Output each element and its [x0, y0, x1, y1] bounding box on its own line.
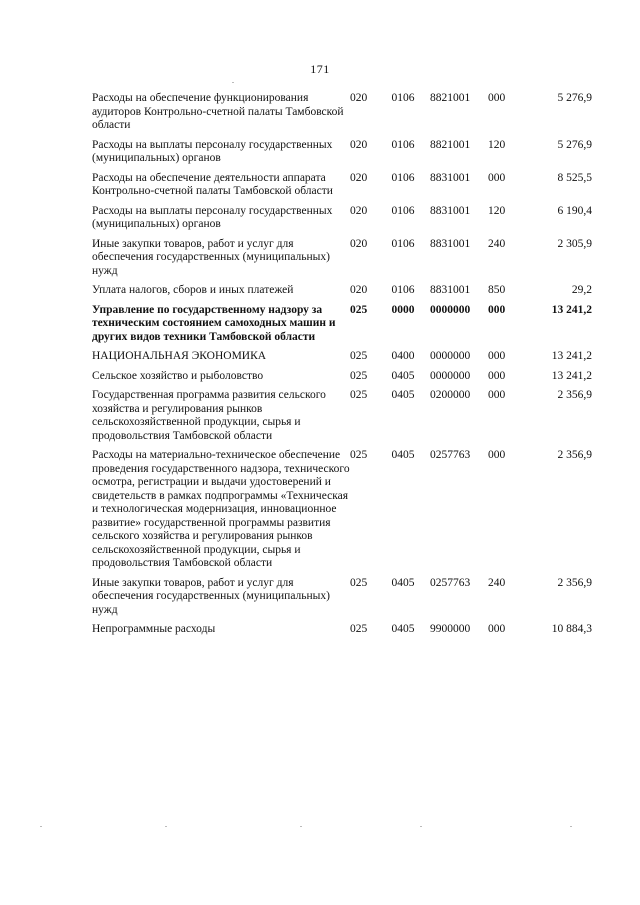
- row-name: Сельское хозяйство и рыболовство: [92, 369, 264, 382]
- row-sum: 8 525,5: [557, 171, 592, 184]
- budget-table: [92, 92, 592, 643]
- row-subsection-code: 06: [403, 204, 415, 217]
- row-target-item-code: 8831001: [430, 204, 471, 217]
- table-row: [92, 92, 592, 139]
- row-sum: 2 356,9: [557, 389, 592, 401]
- row-subsection-code: 05: [403, 369, 415, 382]
- row-sum: 13 241,2: [551, 369, 592, 382]
- row-sum: 13 241,2: [551, 350, 592, 362]
- row-subsection-code: 06: [403, 138, 415, 151]
- row-ved-code: 020: [350, 138, 368, 151]
- row-name: Управление по государственному надзору за техническим состоянием самоходных машин и других видов техники Тамбовской области: [92, 303, 336, 343]
- row-subsection-code: 05: [403, 449, 415, 461]
- row-subsection-code: 05: [403, 623, 415, 635]
- row-target-item-code: 0000000: [430, 350, 471, 362]
- row-ved-code: 025: [350, 576, 368, 589]
- table-row: [92, 205, 592, 238]
- row-target-item-code: 8831001: [430, 171, 471, 184]
- scan-speck: [232, 82, 234, 83]
- row-section-code: 04: [391, 350, 403, 362]
- row-sum: 13 241,2: [551, 303, 592, 316]
- row-sum: 2 356,9: [557, 576, 592, 589]
- row-name: Уплата налогов, сборов и иных платежей: [92, 284, 294, 296]
- table-row: [92, 238, 592, 285]
- row-sum: 2 356,9: [557, 449, 592, 461]
- row-expense-type-code: 000: [488, 171, 506, 184]
- row-expense-type-code: 000: [488, 369, 506, 382]
- row-ved-code: 020: [350, 284, 368, 296]
- table-row: [92, 172, 592, 205]
- scan-speck: [300, 826, 302, 827]
- row-section-code: 00: [391, 303, 403, 316]
- row-subsection-code: 06: [403, 237, 415, 250]
- page-number: 171: [310, 62, 330, 76]
- row-subsection-code: 00: [403, 350, 415, 362]
- row-ved-code: 025: [350, 350, 368, 362]
- row-subsection-code: 05: [403, 576, 415, 589]
- row-expense-type-code: 240: [488, 237, 506, 250]
- table-row: [92, 623, 592, 643]
- row-subsection-code: 05: [403, 389, 415, 401]
- row-section-code: 01: [391, 237, 403, 250]
- row-name: Расходы на обеспечение функционирования аудиторов Контрольно-счетной палаты Тамбовской области: [92, 92, 344, 131]
- row-section-code: 01: [391, 138, 403, 151]
- row-expense-type-code: 850: [488, 284, 506, 296]
- row-section-code: 01: [391, 284, 403, 296]
- row-section-code: 04: [391, 389, 403, 401]
- table-row: [92, 577, 592, 624]
- row-target-item-code: 0200000: [430, 389, 471, 401]
- table-row: [92, 350, 592, 370]
- row-section-code: 04: [391, 369, 403, 382]
- row-section-code: 04: [391, 623, 403, 635]
- row-sum: 5 276,9: [557, 138, 592, 151]
- row-ved-code: 020: [350, 171, 368, 184]
- row-ved-code: 025: [350, 303, 368, 316]
- row-name: Непрограммные расходы: [92, 623, 216, 635]
- row-section-code: 01: [391, 92, 403, 104]
- row-target-item-code: 8821001: [430, 92, 471, 104]
- row-expense-type-code: 000: [488, 449, 506, 461]
- row-ved-code: 025: [350, 389, 368, 401]
- row-expense-type-code: 000: [488, 623, 506, 635]
- scan-speck: [165, 826, 167, 827]
- row-ved-code: 025: [350, 369, 368, 382]
- row-sum: 6 190,4: [557, 204, 592, 217]
- row-target-item-code: 8831001: [430, 237, 471, 250]
- row-section-code: 04: [391, 449, 403, 461]
- row-name: Расходы на материально-техническое обеспечение проведения государственного надзора, технического осмотра, регистрации и выдачи удостоверений и свидетельств в рамках подпрограммы «Техническая и технологическая модернизация, инновационное развитие» государственной программы развития сельского хозяйства и регулирования рынков сельскохозяйственной продукции, сырья и продовольствия Тамбовской области: [92, 449, 350, 569]
- table-row: [92, 304, 592, 351]
- table-row: [92, 449, 592, 577]
- row-name: Расходы на обеспечение деятельности аппарата Контрольно-счетной палаты Тамбовской области: [92, 171, 333, 197]
- row-target-item-code: 0257763: [430, 576, 471, 589]
- row-target-item-code: 0257763: [430, 449, 471, 461]
- row-expense-type-code: 000: [488, 92, 506, 104]
- row-ved-code: 020: [350, 237, 368, 250]
- row-target-item-code: 0000000: [430, 303, 471, 316]
- row-expense-type-code: 000: [488, 303, 506, 316]
- table-row: [92, 389, 592, 449]
- row-ved-code: 020: [350, 204, 368, 217]
- row-name: Иные закупки товаров, работ и услуг для обеспечения государственных (муниципальных) нужд: [92, 237, 330, 277]
- row-section-code: 01: [391, 171, 403, 184]
- row-ved-code: 020: [350, 92, 368, 104]
- row-expense-type-code: 120: [488, 138, 506, 151]
- row-sum: 2 305,9: [557, 237, 592, 250]
- row-sum: 29,2: [571, 284, 592, 296]
- row-expense-type-code: 000: [488, 389, 506, 401]
- table-row: [92, 284, 592, 304]
- row-subsection-code: 06: [403, 171, 415, 184]
- scan-speck: [570, 826, 572, 827]
- row-sum: 5 276,9: [557, 92, 592, 104]
- row-target-item-code: 0000000: [430, 369, 471, 382]
- row-sum: 10 884,3: [551, 623, 592, 635]
- row-target-item-code: 8821001: [430, 138, 471, 151]
- row-ved-code: 025: [350, 623, 368, 635]
- row-subsection-code: 06: [403, 284, 415, 296]
- row-expense-type-code: 000: [488, 350, 506, 362]
- row-name: Расходы на выплаты персоналу государственных (муниципальных) органов: [92, 204, 333, 230]
- table-row: [92, 139, 592, 172]
- row-target-item-code: 8831001: [430, 284, 471, 296]
- row-ved-code: 025: [350, 449, 368, 461]
- row-subsection-code: 00: [403, 303, 415, 316]
- row-name: Государственная программа развития сельского хозяйства и регулирования рынков сельскохозяйственной продукции, сырья и продовольствия Тамбовской области: [92, 389, 326, 442]
- row-target-item-code: 9900000: [430, 623, 471, 635]
- row-name: Расходы на выплаты персоналу государственных (муниципальных) органов: [92, 138, 333, 164]
- table-body: [92, 92, 592, 643]
- scan-speck: [420, 826, 422, 827]
- row-subsection-code: 06: [403, 92, 415, 104]
- table-row: [92, 370, 592, 390]
- row-expense-type-code: 120: [488, 204, 506, 217]
- row-expense-type-code: 240: [488, 576, 506, 589]
- scan-speck: [40, 826, 42, 827]
- row-name: НАЦИОНАЛЬНАЯ ЭКОНОМИКА: [92, 350, 267, 362]
- row-name: Иные закупки товаров, работ и услуг для обеспечения государственных (муниципальных) нужд: [92, 576, 330, 616]
- row-section-code: 01: [391, 204, 403, 217]
- row-section-code: 04: [391, 576, 403, 589]
